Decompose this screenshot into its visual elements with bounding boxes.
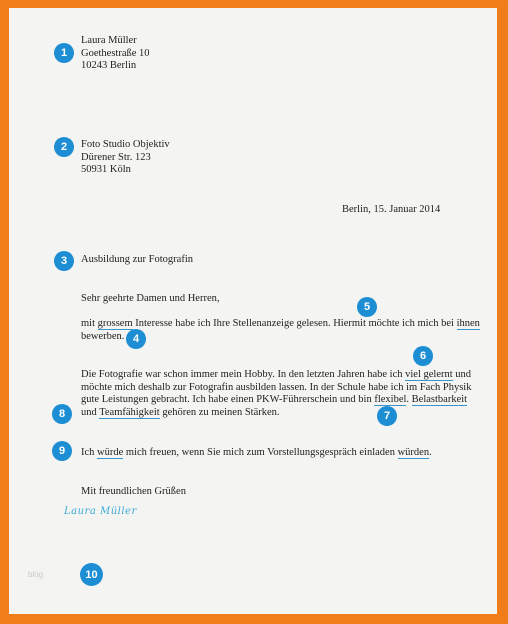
- marked-word: flexibel: [374, 394, 407, 405]
- text: und: [81, 406, 100, 418]
- letter-page: [9, 8, 497, 614]
- marker-badge-5: 5: [357, 297, 377, 317]
- watermark: blog: [28, 570, 44, 579]
- marker-badge-3: 3: [54, 251, 74, 271]
- recipient-street: Dürener Str. 123: [81, 151, 151, 163]
- text: .: [429, 447, 432, 458]
- marked-word: Teamfähigkeit: [99, 406, 160, 418]
- text: gehören zu meinen Stärken.: [159, 406, 280, 418]
- paragraph-intro-line-2: bewerben.: [81, 330, 125, 342]
- subject-line: Ausbildung zur Fotografin: [81, 254, 193, 265]
- marker-badge-6: 6: [413, 346, 433, 366]
- sender-address: [81, 35, 150, 73]
- text: und: [452, 369, 472, 380]
- date-line: Berlin, 15. Januar 2014: [342, 204, 441, 215]
- sender-name: Laura Müller: [81, 35, 137, 46]
- paragraph-main-line-3: [81, 394, 471, 407]
- recipient-company: Foto Studio Objektiv: [81, 139, 170, 150]
- signature: Laura Müller: [64, 506, 137, 517]
- text: mit: [81, 318, 98, 329]
- text: mich freuen, wenn Sie mich zum Vorstellungsgespräch einladen: [123, 447, 398, 458]
- marker-badge-2: 2: [54, 137, 74, 157]
- marked-word: würde: [97, 447, 124, 458]
- marker-badge-9: 9: [52, 441, 72, 461]
- marked-word: ihnen: [456, 318, 480, 329]
- marker-badge-7: 7: [377, 406, 397, 426]
- paragraph-closing-sentence: [81, 447, 432, 460]
- sender-city: 10243 Berlin: [81, 60, 137, 71]
- sender-street: Goethestraße 10: [81, 47, 150, 59]
- recipient-city: 50931 Köln: [81, 164, 131, 175]
- paragraph-main-line-4: [81, 407, 471, 420]
- closing-greeting: Mit freundlichen Grüßen: [81, 486, 186, 497]
- paragraph-main: [81, 369, 471, 419]
- marked-word: würden: [397, 447, 430, 458]
- salutation: Sehr geehrte Damen und Herren,: [81, 293, 220, 304]
- text: Ich: [81, 447, 98, 458]
- marked-word: viel gelernt: [405, 369, 453, 380]
- marker-badge-4: 4: [126, 329, 146, 349]
- text: gute Leistungen gebracht. Ich habe einen PKW-Führerschein und bin: [81, 394, 375, 405]
- paragraph-main-line-1: [81, 369, 471, 382]
- marker-badge-8: 8: [52, 404, 72, 424]
- marked-word: Belastbarkeit: [411, 394, 468, 405]
- text: Die Fotografie war schon immer mein Hobby. In den letzten Jahren habe ich: [81, 369, 406, 380]
- marker-badge-1: 1: [54, 43, 74, 63]
- text: .: [406, 394, 412, 405]
- paragraph-intro-line-1: [81, 318, 480, 331]
- text: Interesse habe ich Ihre Stellenanzeige gelesen. Hiermit möchte ich mich bei: [132, 318, 457, 329]
- paragraph-main-line-2: möchte mich deshalb zur Fotografin ausbilden lassen. In der Schule habe ich im Fach Physik: [81, 381, 472, 393]
- marker-badge-10: 10: [80, 563, 103, 586]
- recipient-address: [81, 139, 170, 177]
- marked-word: grossem: [97, 318, 133, 329]
